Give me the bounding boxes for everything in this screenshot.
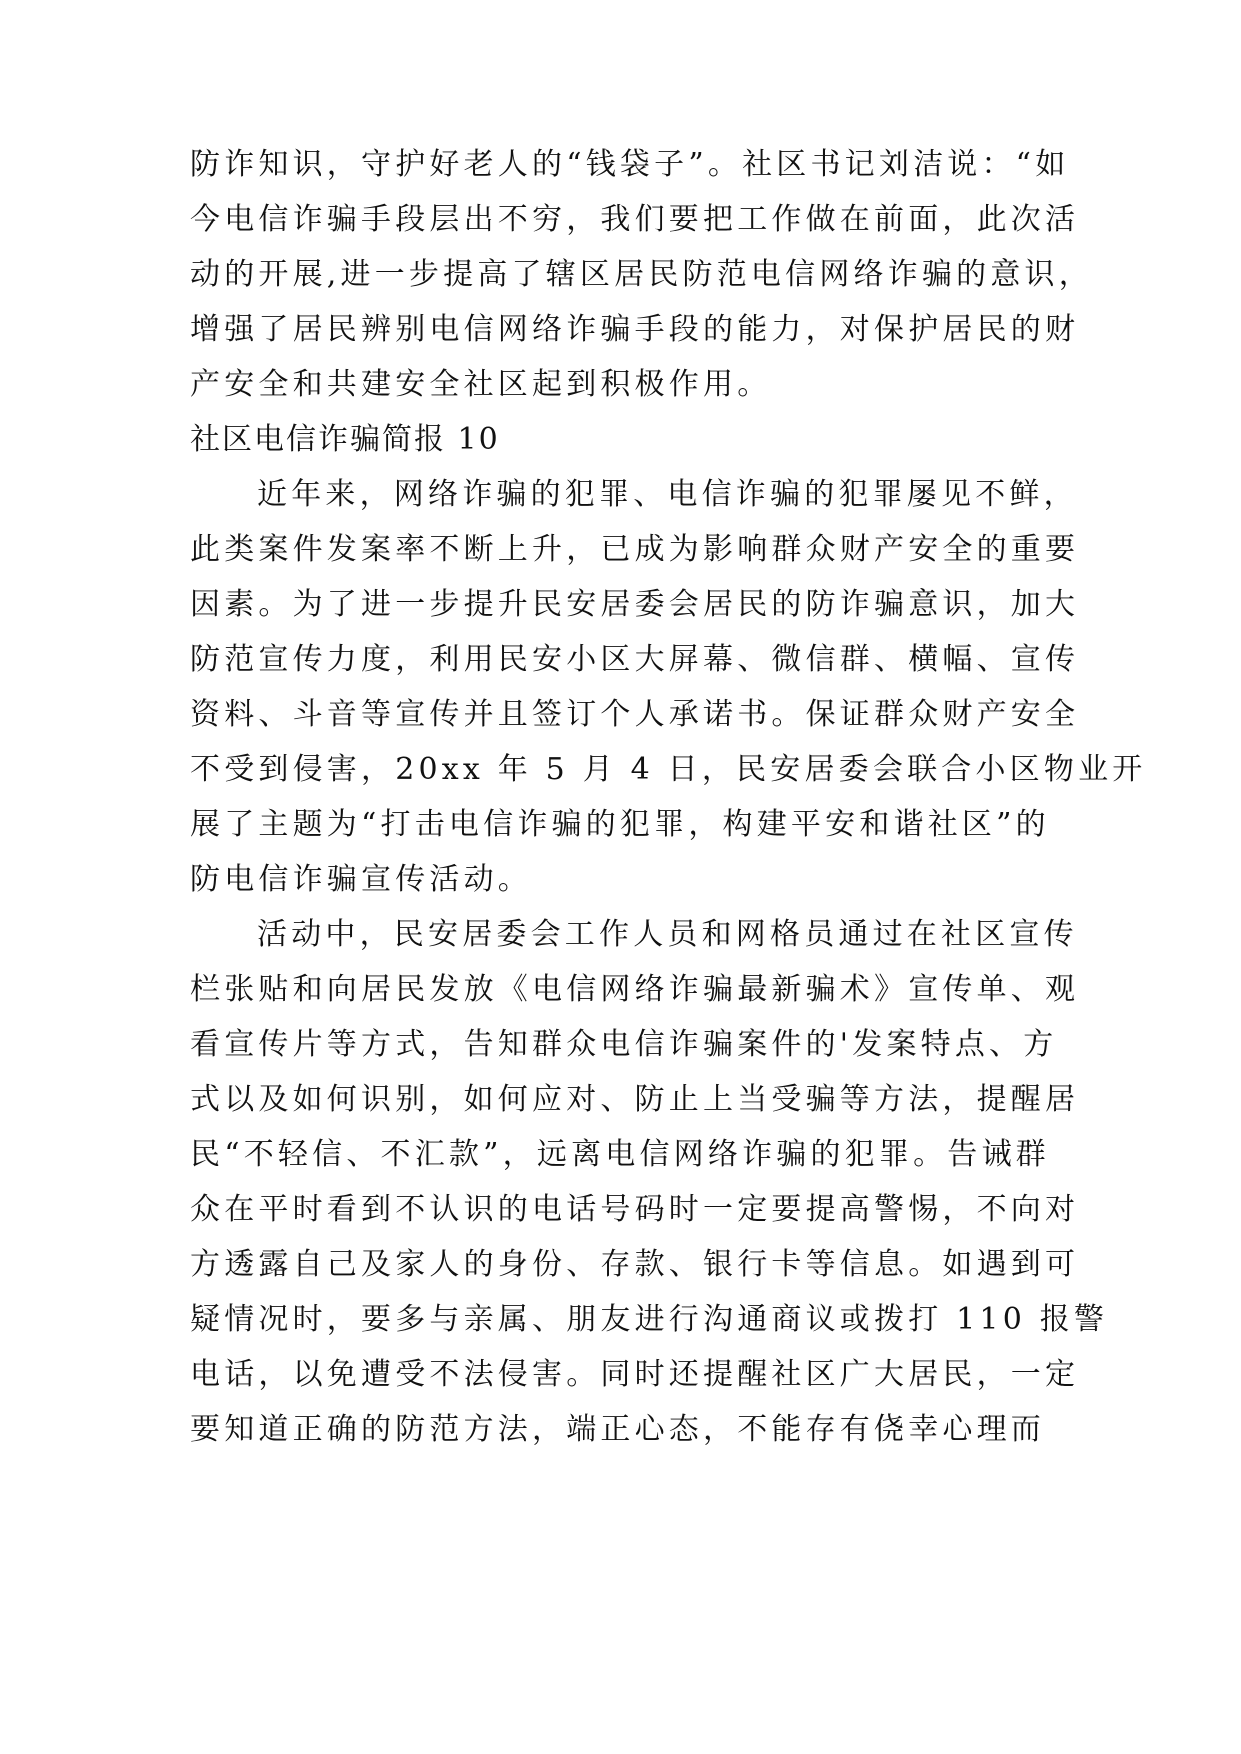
paragraph-3-line-3: 看宣传片等方式，告知群众电信诈骗案件的'发案特点、方 (190, 1027, 1058, 1062)
paragraph-1-line-4: 增强了居民辨别电信网络诈骗手段的能力，对保护居民的财 (190, 312, 1080, 347)
paragraph-2-line-6: 不受到侵害，20xx 年 5 月 4 日，民安居委会联合小区物业开 (190, 752, 1147, 787)
paragraph-3-line-9: 电话，以免遭受不法侵害。同时还提醒社区广大居民，一定 (190, 1357, 1080, 1392)
paragraph-3-line-2: 栏张贴和向居民发放《电信网络诈骗最新骗术》宣传单、观 (190, 972, 1080, 1007)
paragraph-2-line-4: 防范宣传力度，利用民安小区大屏幕、微信群、横幅、宣传 (190, 642, 1080, 677)
paragraph-2-line-2: 此类案件发案率不断上升，已成为影响群众财产安全的重要 (190, 532, 1080, 567)
paragraph-1-line-1: 防诈知识，守护好老人的“钱袋子”。社区书记刘洁说：“如 (190, 147, 1070, 182)
paragraph-2-line-3: 因素。为了进一步提升民安居委会居民的防诈骗意识，加大 (190, 587, 1080, 622)
paragraph-2-line-8: 防电信诈骗宣传活动。 (190, 862, 532, 897)
paragraph-3-line-4: 式以及如何识别，如何应对、防止上当受骗等方法，提醒居 (190, 1082, 1080, 1117)
section-heading: 社区电信诈骗简报 10 (190, 422, 500, 457)
paragraph-3-line-7: 方透露自己及家人的身份、存款、银行卡等信息。如遇到可 (190, 1247, 1080, 1282)
paragraph-3-line-6: 众在平时看到不认识的电话号码时一定要提高警惕，不向对 (190, 1192, 1080, 1227)
paragraph-2-line-1: 近年来，网络诈骗的犯罪、电信诈骗的犯罪屡见不鲜， (257, 477, 1078, 512)
paragraph-3-line-10: 要知道正确的防范方法，端正心态，不能存有侥幸心理而 (190, 1412, 1045, 1447)
paragraph-1-line-5: 产安全和共建安全社区起到积极作用。 (190, 367, 772, 402)
paragraph-1-line-2: 今电信诈骗手段层出不穷，我们要把工作做在前面，此次活 (190, 202, 1080, 237)
paragraph-2-line-7: 展了主题为“打击电信诈骗的犯罪，构建平安和谐社区”的 (190, 807, 1050, 842)
paragraph-1-line-3: 动的开展,进一步提高了辖区居民防范电信网络诈骗的意识， (190, 257, 1093, 292)
paragraph-3-line-1: 活动中，民安居委会工作人员和网格员通过在社区宣传 (257, 917, 1078, 952)
paragraph-3-line-5: 民“不轻信、不汇款”，远离电信网络诈骗的犯罪。告诫群 (190, 1137, 1050, 1172)
paragraph-2-line-5: 资料、斗音等宣传并且签订个人承诺书。保证群众财产安全 (190, 697, 1080, 732)
paragraph-3-line-8: 疑情况时，要多与亲属、朋友进行沟通商议或拨打 110 报警 (190, 1302, 1109, 1337)
